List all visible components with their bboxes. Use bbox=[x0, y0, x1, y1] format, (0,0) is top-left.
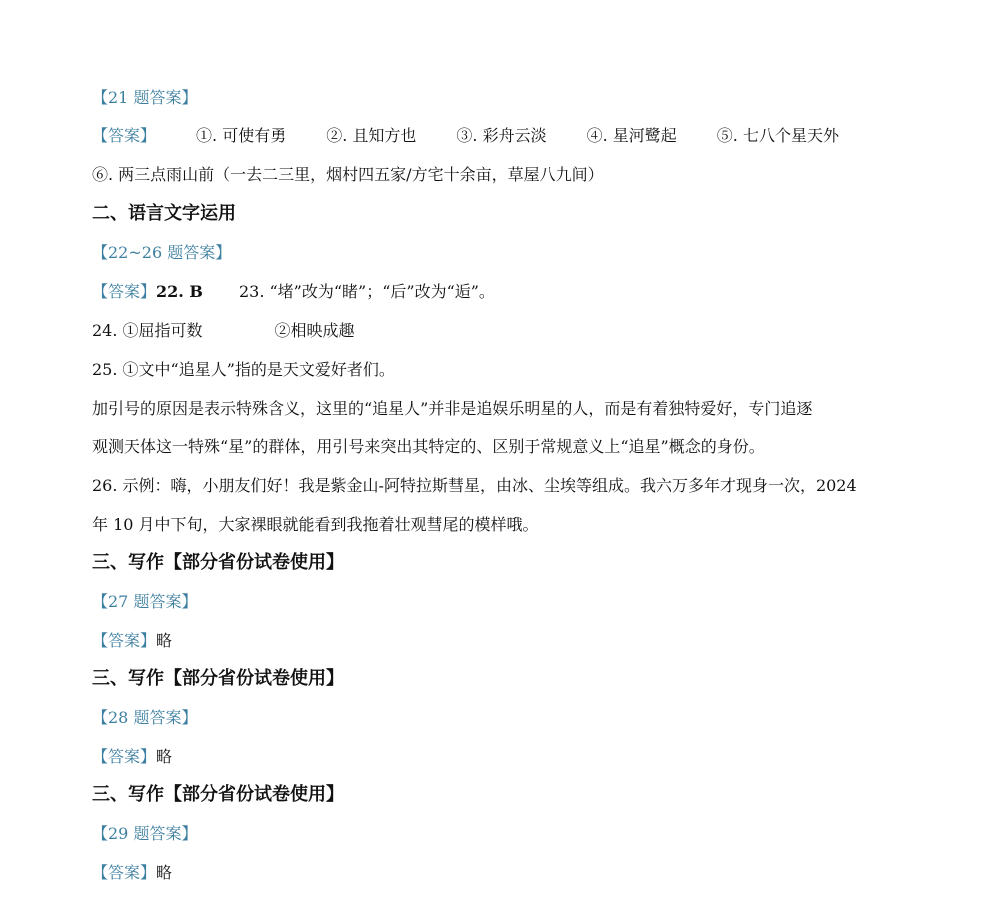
answer-label: 【答案】 bbox=[92, 863, 157, 882]
answer-item: ④. 星河鹭起 bbox=[586, 126, 677, 145]
answer-label: 【答案】 bbox=[92, 631, 157, 650]
q29-answer-row bbox=[92, 863, 172, 883]
writing-title: 三、写作【部分省份试卷使用】 bbox=[92, 784, 344, 805]
q25-line-3: 观测天体这一特殊“星”的群体，用引号来突出其特定的、区别于常规意义上“追星”概念的身份。 bbox=[92, 437, 765, 456]
writing-title: 三、写作【部分省份试卷使用】 bbox=[92, 668, 344, 689]
answer-item: ③. 彩舟云淡 bbox=[456, 126, 547, 145]
q24-answer-a: 24. ①屈指可数 bbox=[92, 321, 203, 340]
q21-header: 【21 题答案】 bbox=[92, 88, 198, 107]
q28-header: 【28 题答案】 bbox=[92, 708, 198, 727]
q27-header: 【27 题答案】 bbox=[92, 592, 198, 611]
q29-answer: 略 bbox=[156, 863, 173, 882]
q27-answer-row bbox=[92, 631, 172, 651]
q26-line-1: 26. 示例：嗨，小朋友们好！我是紫金山-阿特拉斯彗星，由冰、尘埃等组成。我六万多年才现身一次，2024 bbox=[92, 476, 857, 495]
q21-item6: ⑥. 两三点雨山前（一去二三里，烟村四五家/方宅十余亩，草屋八九间） bbox=[92, 165, 604, 184]
q25-line-2: 加引号的原因是表示特殊含义，这里的“追星人”并非是追娱乐明星的人，而是有着独特爱好，专门追逐 bbox=[92, 399, 813, 418]
q28-answer: 略 bbox=[156, 747, 173, 766]
q21-answer-row bbox=[92, 126, 839, 146]
q26-line-2: 年 10 月中下旬，大家裸眼就能看到我拖着壮观彗尾的模样哦。 bbox=[92, 515, 539, 534]
section2-title: 二、语言文字运用 bbox=[92, 203, 236, 224]
q23-answer: 23. “堵”改为“睹”；“后”改为“逅”。 bbox=[238, 282, 495, 301]
answer-item: ②. 且知方也 bbox=[326, 126, 417, 145]
q24-row bbox=[92, 321, 355, 341]
q27-answer: 略 bbox=[156, 631, 173, 650]
answer-label: 【答案】 bbox=[92, 282, 157, 301]
q22-q23-row bbox=[92, 282, 495, 302]
q24-answer-b: ②相映成趣 bbox=[274, 321, 355, 340]
answer-label: 【答案】 bbox=[92, 126, 157, 145]
q22-answer: 22. B bbox=[156, 282, 203, 301]
answer-item: ①. 可使有勇 bbox=[196, 126, 287, 145]
writing-title: 三、写作【部分省份试卷使用】 bbox=[92, 552, 344, 573]
q29-header: 【29 题答案】 bbox=[92, 824, 198, 843]
answer-label: 【答案】 bbox=[92, 747, 157, 766]
q25-line-1: 25. ①文中“追星人”指的是天文爱好者们。 bbox=[92, 360, 395, 379]
q28-answer-row bbox=[92, 747, 172, 767]
answer-item: ⑤. 七八个星天外 bbox=[716, 126, 839, 145]
section2-header: 【22~26 题答案】 bbox=[92, 243, 232, 262]
